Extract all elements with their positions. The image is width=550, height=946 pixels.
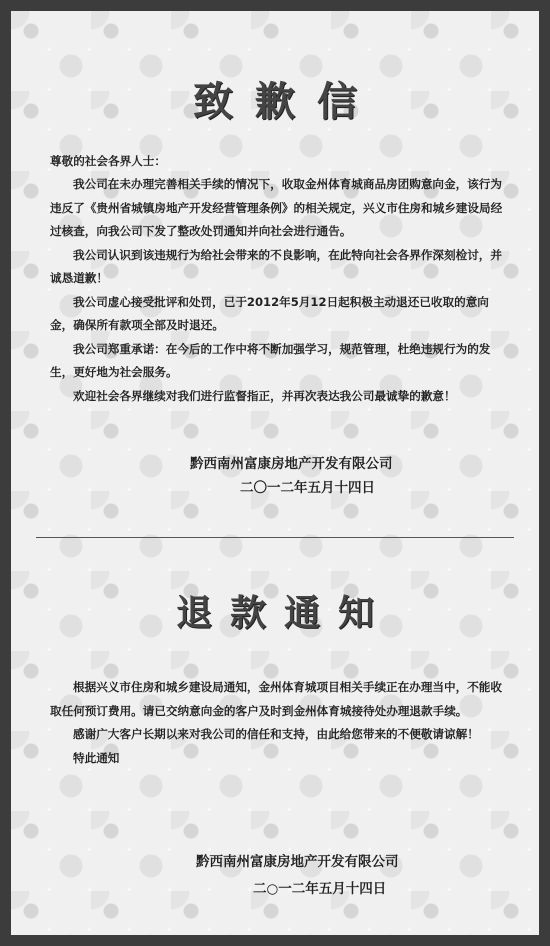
- refund-title: 退款通知: [175, 593, 392, 634]
- apology-salutation: 尊敬的社会各界人士：: [50, 154, 166, 168]
- apology-date: 二〇一二年五月十四日: [240, 480, 375, 496]
- section-divider: [36, 537, 514, 538]
- refund-company: 黔西南州富康房地产开发有限公司: [196, 854, 399, 870]
- refund-paragraph: 感谢广大客户长期以来对我公司的信任和支持，由此给您带来的不便敬请谅解！: [73, 727, 479, 741]
- apology-company: 黔西南州富康房地产开发有限公司: [190, 456, 393, 472]
- refund-date: 二○一二年五月十四日: [253, 881, 387, 897]
- apology-paragraph: 我公司虚心接受批评和处罚，已于2012年5月12日起积极主动退还已收取的意向金，确保所有款项全部及时退还。: [50, 294, 489, 332]
- apology-title: 致歉信: [193, 79, 379, 125]
- apology-paragraph: 我公司在未办理完善相关手续的情况下，收取金州体育城商品房团购意向金，该行为违反了《贵州省城镇房地产开发经营管理条例》的相关规定，兴义市住房和城乡建设局经过核查，向我公司下发了整改处罚通知并向社会进行通告。: [50, 177, 503, 238]
- refund-paragraph: 根据兴义市住房和城乡建设局通知，金州体育城项目相关手续正在办理当中，不能收取任何预订费用。请已交纳意向金的客户及时到金州体育城接待处办理退款手续。: [50, 680, 502, 718]
- apology-paragraph: 欢迎社会各界继续对我们进行监督指正，并再次表达我公司最诚挚的歉意！: [73, 388, 456, 403]
- apology-body: [50, 173, 506, 408]
- refund-body: [50, 676, 506, 770]
- apology-paragraph: 我公司郑重承诺：在今后的工作中将不断加强学习，规范管理，杜绝违规行为的发生，更好地为社会服务。: [50, 341, 491, 379]
- apology-paragraph: 我公司认识到该违规行为给社会带来的不良影响，在此特向社会各界作深刻检讨，并诚恳道歉！: [50, 247, 502, 285]
- refund-paragraph: 特此通知: [73, 750, 120, 765]
